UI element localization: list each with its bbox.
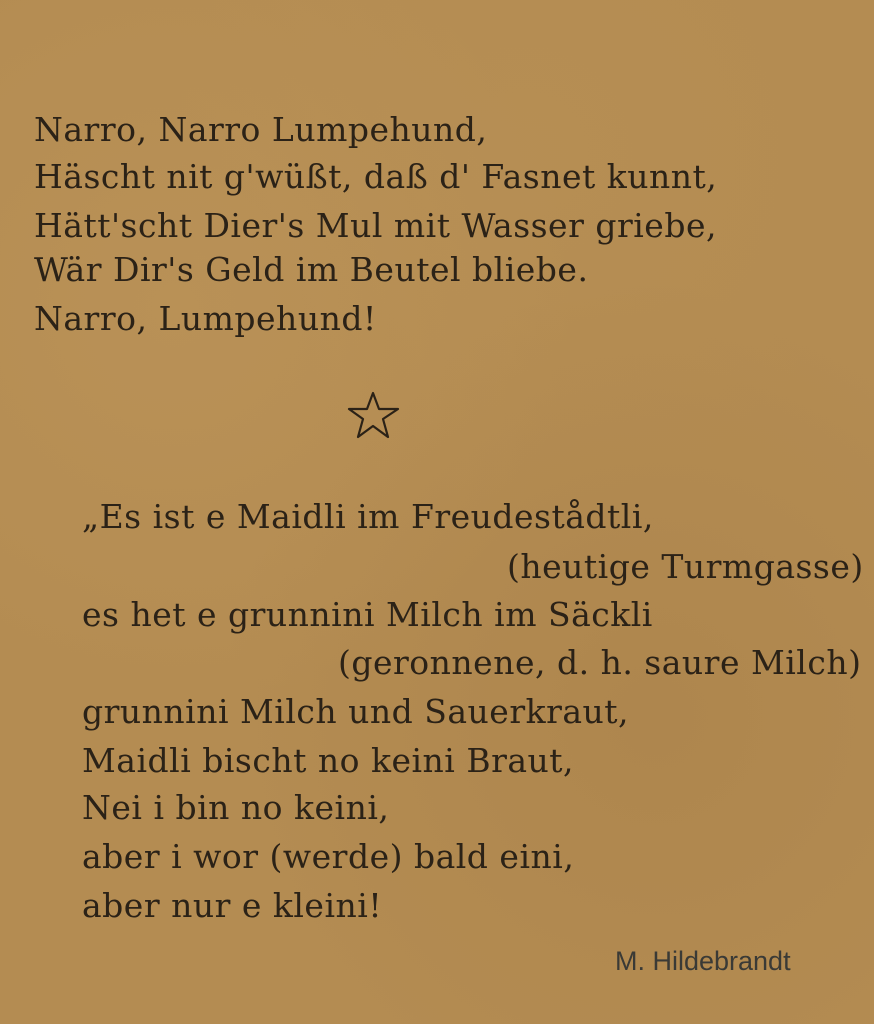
verse-2-line-5: Nei i bin no keini, — [82, 788, 390, 827]
verse-1-line-5: Narro, Lumpehund! — [34, 299, 377, 338]
verse-2-line-4: Maidli bischt no keini Braut, — [82, 741, 575, 780]
verse-1-line-2: Häscht nit g'wüßt, daß d' Fasnet kunnt, — [34, 157, 718, 196]
verse-2-line-1: „Es ist e Maidli im Freudestådtli, — [82, 497, 654, 536]
verse-2-line-6: aber i wor (werde) bald eini, — [82, 837, 575, 876]
verse-2-line-2: es het e grunnini Milch im Säckli — [82, 595, 653, 634]
star-icon — [346, 390, 402, 440]
verse-2-annotation-1: (heutige Turmgasse) — [507, 547, 864, 586]
verse-2-line-3: grunnini Milch und Sauerkraut, — [82, 692, 630, 731]
verse-2-line-7: aber nur e kleini! — [82, 886, 383, 925]
verse-1-line-1: Narro, Narro Lumpehund, — [34, 110, 488, 149]
verse-1-line-4: Wär Dir's Geld im Beutel bliebe. — [34, 250, 589, 289]
author-signature: M. Hildebrandt — [615, 946, 791, 976]
verse-1-line-3: Hätt'scht Dier's Mul mit Wasser griebe, — [34, 206, 717, 245]
verse-2-annotation-2: (geronnene, d. h. saure Milch) — [338, 643, 862, 682]
